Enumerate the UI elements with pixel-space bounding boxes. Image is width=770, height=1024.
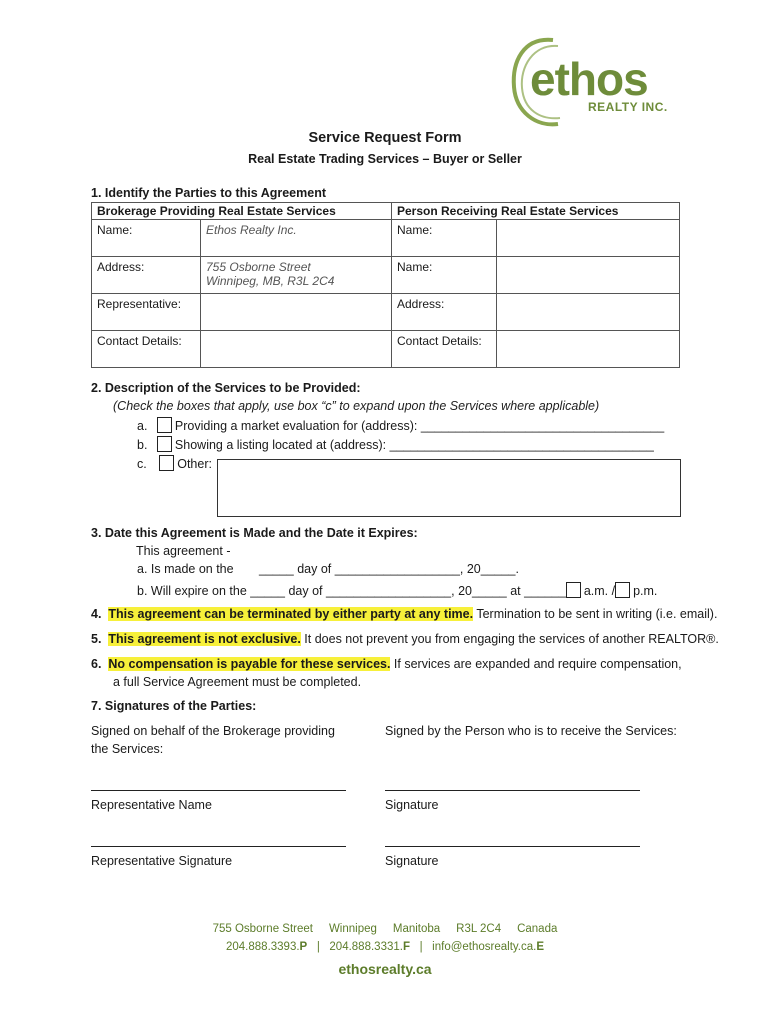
footer-separator-2: | (419, 941, 423, 953)
service-a-checkbox[interactable] (157, 417, 172, 433)
signature-label-1: Signature (385, 798, 439, 812)
agreement-intro: This agreement - (136, 544, 231, 558)
person-contact-label: Contact Details: (392, 331, 497, 368)
section-6-line-2: a full Service Agreement must be completed. (113, 675, 362, 689)
section-6 (91, 657, 682, 671)
section-5 (91, 632, 719, 646)
section-5-number: 5. (91, 632, 102, 646)
person-address-field[interactable] (497, 294, 680, 331)
footer-phone: 204.888.3393. (226, 941, 300, 953)
address-label: Address: (92, 257, 201, 294)
service-b-row (137, 436, 654, 452)
logo-word: ethos (530, 53, 648, 105)
section-5-text: It does not prevent you from engaging the services of another REALTOR®. (300, 632, 719, 646)
person-address-label: Address: (392, 294, 497, 331)
page-subtitle: Real Estate Trading Services – Buyer or Seller (248, 152, 522, 166)
address-line-2: Winnipeg, MB, R3L 2C4 (206, 274, 335, 288)
signature-line-2[interactable] (385, 846, 640, 847)
section-1-heading: 1. Identify the Parties to this Agreement (91, 186, 327, 200)
am-checkbox[interactable] (566, 582, 581, 598)
section-4-number: 4. (91, 607, 102, 621)
section-6-highlight: No compensation is payable for these services. (108, 657, 391, 671)
pm-checkbox[interactable] (615, 582, 630, 598)
person-name-label-2: Name: (392, 257, 497, 294)
service-a-letter: a. (137, 419, 148, 433)
section-4 (91, 607, 717, 621)
person-contact-field[interactable] (497, 331, 680, 368)
footer-address: 755 Osborne Street Winnipeg Manitoba R3L 2C4 Canada (212, 923, 558, 935)
service-c-text: Other: (177, 457, 212, 471)
service-a-text: Providing a market evaluation for (address): ___________________________________ (174, 419, 665, 433)
section-3-heading: 3. Date this Agreement is Made and the Date it Expires: (91, 526, 418, 540)
representative-signature-line[interactable] (91, 846, 346, 847)
footer-fax-suffix: F (402, 941, 410, 953)
am-label: a.m. / (583, 584, 616, 598)
name-label: Name: (92, 220, 201, 257)
section-4-highlight: This agreement can be terminated by either party at any time. (108, 607, 474, 621)
section-2-note: (Check the boxes that apply, use box “c” to expand upon the Services where applicable) (113, 399, 600, 413)
representative-name-line[interactable] (91, 790, 346, 791)
representative-label: Representative: (92, 294, 201, 331)
service-c-checkbox[interactable] (159, 455, 174, 471)
person-name-field-1[interactable] (497, 220, 680, 257)
service-b-text: Showing a listing located at (address): ______________________________________ (174, 438, 654, 452)
contact-details-field[interactable] (201, 331, 392, 368)
section-2-heading: 2. Description of the Services to be Provided: (91, 381, 361, 395)
parties-table (91, 202, 680, 368)
brokerage-sign-intro-2: the Services: (91, 742, 164, 756)
footer-email[interactable]: info@ethosrealty.ca. (432, 941, 537, 953)
signature-label-2: Signature (385, 854, 439, 868)
service-c-row (137, 455, 212, 471)
brokerage-sign-intro-1: Signed on behalf of the Brokerage providing (91, 724, 335, 738)
service-b-checkbox[interactable] (157, 436, 172, 452)
signature-line-1[interactable] (385, 790, 640, 791)
footer-contacts (0, 941, 770, 953)
address-line-1: 755 Osborne Street (206, 260, 311, 274)
brokerage-address-value[interactable] (201, 257, 392, 294)
logo-subtitle: REALTY INC. (588, 100, 668, 114)
person-header: Person Receiving Real Estate Services (392, 203, 680, 220)
brokerage-header: Brokerage Providing Real Estate Services (92, 203, 392, 220)
footer-phone-suffix: P (299, 941, 308, 953)
other-services-textbox[interactable] (217, 459, 681, 517)
representative-field[interactable] (201, 294, 392, 331)
footer-email-suffix: E (536, 941, 544, 953)
section-4-text: Termination to be sent in writing (i.e. email). (473, 607, 718, 621)
person-name-label-1: Name: (392, 220, 497, 257)
footer-separator-1: | (316, 941, 320, 953)
representative-signature-label: Representative Signature (91, 854, 233, 868)
footer-website[interactable]: ethosrealty.ca (338, 961, 432, 977)
brokerage-name-value[interactable]: Ethos Realty Inc. (201, 220, 392, 257)
expire-text[interactable]: b. Will expire on the _____ day of __________________, 20_____ at ______ (137, 584, 566, 598)
service-c-letter: c. (137, 457, 147, 471)
pm-label: p.m. (633, 584, 658, 598)
made-on-label: a. Is made on the (137, 562, 234, 576)
section-5-highlight: This agreement is not exclusive. (108, 632, 301, 646)
representative-name-label: Representative Name (91, 798, 212, 812)
expire-row (137, 582, 657, 598)
made-on-date-field[interactable]: _____ day of __________________, 20_____. (259, 562, 519, 576)
person-sign-intro: Signed by the Person who is to receive the Services: (385, 724, 677, 738)
section-6-number: 6. (91, 657, 102, 671)
section-7-heading: 7. Signatures of the Parties: (91, 699, 257, 713)
contact-details-label: Contact Details: (92, 331, 201, 368)
page-title: Service Request Form (308, 130, 462, 146)
ethos-logo (508, 32, 688, 132)
service-b-letter: b. (137, 438, 148, 452)
person-name-field-2[interactable] (497, 257, 680, 294)
service-a-row (137, 417, 664, 433)
section-6-text: If services are expanded and require compensation, (390, 657, 682, 671)
footer-fax: 204.888.3331. (329, 941, 403, 953)
